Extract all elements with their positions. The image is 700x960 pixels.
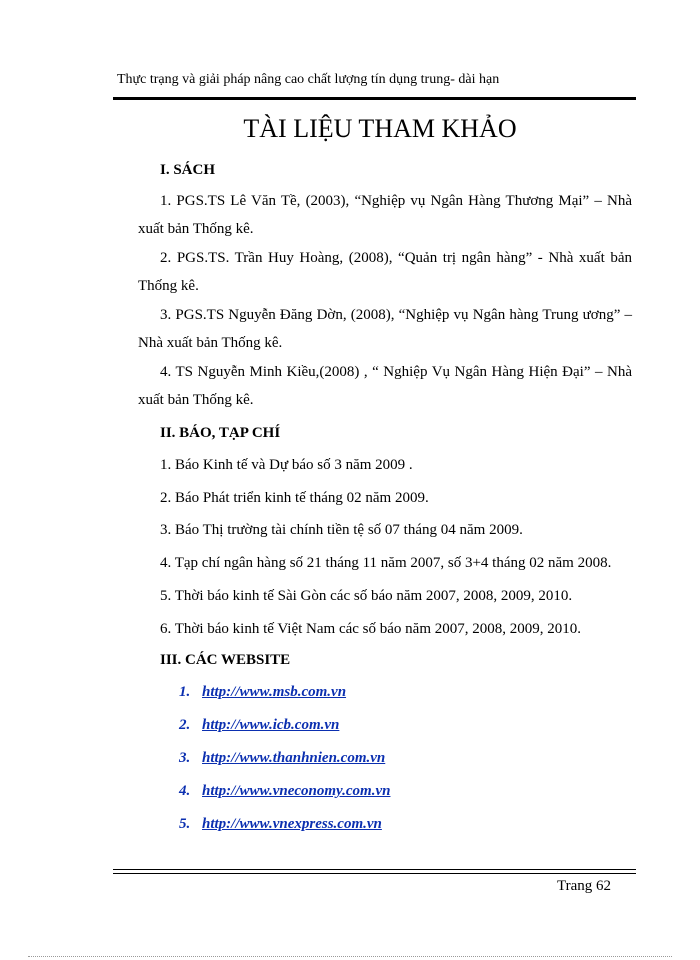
press-reference-3: 3. Báo Thị trường tài chính tiền tệ số 07 tháng 04 năm 2009. (160, 522, 523, 538)
book-reference-3: 3. PGS.TS Nguyễn Đăng Dờn, (2008), “Nghiệp vụ Ngân hàng Trung ương” – Nhà xuất bản Thống kê. (138, 307, 632, 351)
section-heading-books: I. SÁCH (160, 162, 216, 178)
website-number: 2. (179, 717, 191, 733)
book-reference-1: 1. PGS.TS Lê Văn Tề, (2003), “Nghiệp vụ Ngân Hàng Thương Mại” – Nhà xuất bản Thống kê. (138, 193, 632, 237)
section-heading-press: II. BÁO, TẠP CHÍ (160, 425, 281, 441)
page-title: TÀI LIỆU THAM KHẢO (243, 114, 517, 143)
website-item (179, 816, 382, 833)
website-link-vnexpress[interactable]: http://www.vnexpress.com.vn (202, 816, 382, 832)
footer-rule-bottom (113, 873, 636, 874)
header-rule (113, 97, 636, 100)
website-item (179, 717, 339, 734)
website-item (179, 684, 346, 701)
press-reference-4: 4. Tạp chí ngân hàng số 21 tháng 11 năm 2007, số 3+4 tháng 02 năm 2008. (160, 555, 612, 571)
footer-rule-top (113, 869, 636, 870)
page-bottom-dotted-edge (28, 956, 672, 957)
page-number: Trang 62 (557, 878, 612, 894)
press-reference-2: 2. Báo Phát triển kinh tế tháng 02 năm 2009. (160, 490, 429, 506)
website-number: 1. (179, 684, 191, 700)
press-reference-6: 6. Thời báo kinh tế Việt Nam các số báo năm 2007, 2008, 2009, 2010. (160, 621, 581, 637)
press-reference-5: 5. Thời báo kinh tế Sài Gòn các số báo năm 2007, 2008, 2009, 2010. (160, 588, 573, 604)
website-number: 3. (179, 750, 191, 766)
book-reference-4: 4. TS Nguyễn Minh Kiều,(2008) , “ Nghiệp Vụ Ngân Hàng Hiện Đại” – Nhà xuất bản Thống kê. (138, 364, 632, 408)
book-reference-2: 2. PGS.TS. Trần Huy Hoàng, (2008), “Quản trị ngân hàng” - Nhà xuất bản Thống kê. (138, 250, 632, 294)
website-link-msb[interactable]: http://www.msb.com.vn (202, 684, 347, 700)
website-item (179, 783, 390, 800)
website-item (179, 750, 385, 767)
website-number: 5. (179, 816, 191, 832)
press-reference-1: 1. Báo Kinh tế và Dự báo số 3 năm 2009 . (160, 457, 413, 473)
website-link-vneconomy[interactable]: http://www.vneconomy.com.vn (202, 783, 391, 799)
website-link-thanhnien[interactable]: http://www.thanhnien.com.vn (202, 750, 386, 766)
running-header: Thực trạng và giải pháp nâng cao chất lượng tín dụng trung- dài hạn (117, 72, 500, 87)
website-number: 4. (179, 783, 191, 799)
section-heading-websites: III. CÁC WEBSITE (160, 652, 291, 668)
website-link-icb[interactable]: http://www.icb.com.vn (202, 717, 340, 733)
